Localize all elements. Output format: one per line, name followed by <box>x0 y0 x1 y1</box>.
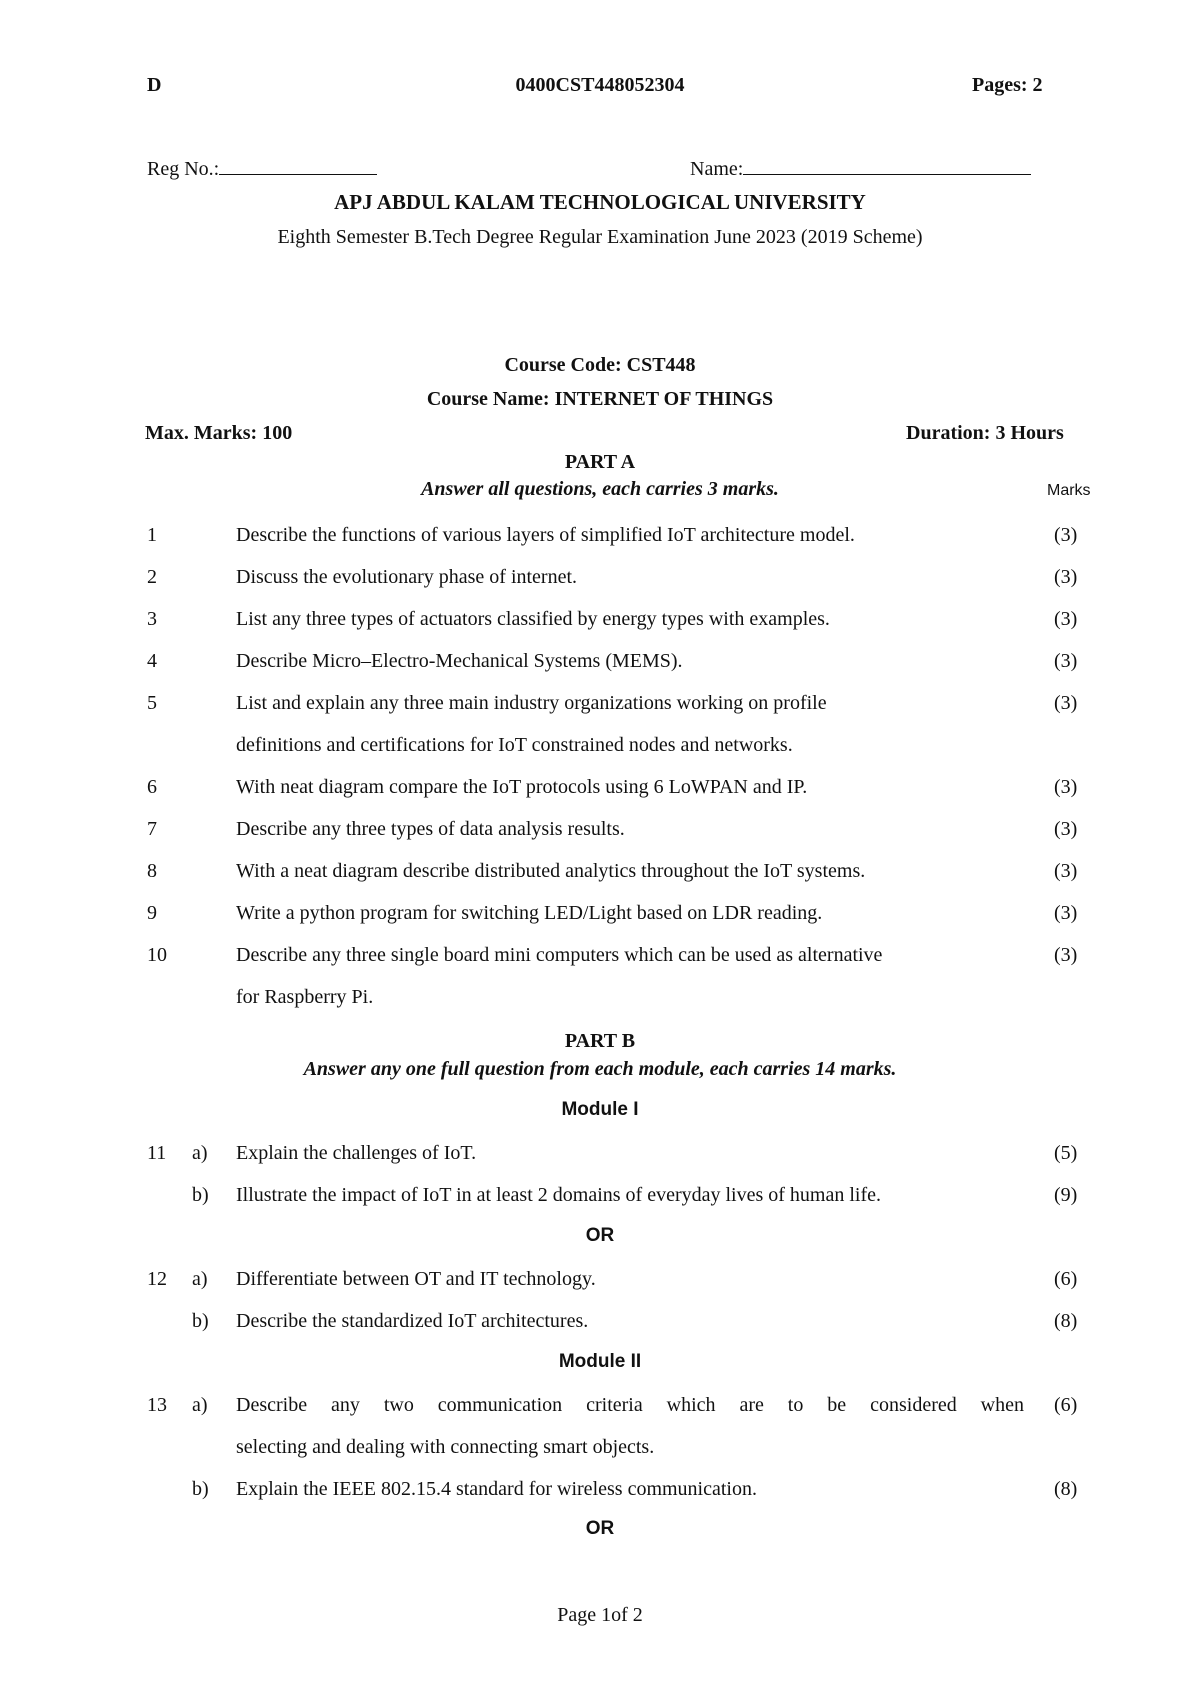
question-marks: (3) <box>1054 776 1078 798</box>
question-text-continued: for Raspberry Pi. <box>236 986 374 1008</box>
question-text: List any three types of actuators classified by energy types with examples. <box>236 608 830 630</box>
question-marks: (5) <box>1054 1142 1078 1164</box>
question-text: Describe the functions of various layers of simplified IoT architecture model. <box>236 524 855 546</box>
question-text: List and explain any three main industry organizations working on profile <box>236 692 827 714</box>
question-marks: (3) <box>1054 692 1078 714</box>
question-number: 10 <box>147 944 167 966</box>
exam-title: Eighth Semester B.Tech Degree Regular Examination June 2023 (2019 Scheme) <box>277 226 923 248</box>
question-number: 13 <box>147 1394 167 1416</box>
question-number: 2 <box>147 566 157 588</box>
question-number: 3 <box>147 608 157 630</box>
question-number: 5 <box>147 692 157 714</box>
or-divider: OR <box>585 1225 615 1246</box>
question-text: With a neat diagram describe distributed analytics throughout the IoT systems. <box>236 860 866 882</box>
question-marks: (6) <box>1054 1394 1078 1416</box>
part-a-title: PART A <box>564 451 636 473</box>
name-label: Name: <box>690 158 744 180</box>
subquestion-label: a) <box>192 1142 208 1164</box>
question-number: 8 <box>147 860 157 882</box>
question-marks: (6) <box>1054 1268 1078 1290</box>
question-marks: (9) <box>1054 1184 1078 1206</box>
question-text: Describe the standardized IoT architectures. <box>236 1310 589 1332</box>
paper-code: 0400CST448052304 <box>515 74 685 96</box>
part-b-title: PART B <box>564 1030 636 1052</box>
question-marks: (3) <box>1054 608 1078 630</box>
duration: Duration: 3 Hours <box>906 422 1064 444</box>
page-count: Pages: 2 <box>972 74 1043 96</box>
subquestion-label: b) <box>192 1478 209 1500</box>
question-marks: (8) <box>1054 1310 1078 1332</box>
module-2-heading: Module II <box>558 1351 642 1372</box>
question-text: Describe any two communication criteria which are to be considered when <box>236 1394 1024 1416</box>
question-marks: (3) <box>1054 860 1078 882</box>
part-a-instruction: Answer all questions, each carries 3 marks. <box>421 478 779 500</box>
question-marks: (8) <box>1054 1478 1078 1500</box>
subquestion-label: a) <box>192 1268 208 1290</box>
question-text: Describe any three single board mini computers which can be used as alternative <box>236 944 883 966</box>
question-number: 6 <box>147 776 157 798</box>
question-text: Differentiate between OT and IT technology. <box>236 1268 596 1290</box>
name-blank <box>743 154 1031 175</box>
university-title: APJ ABDUL KALAM TECHNOLOGICAL UNIVERSITY <box>334 190 866 214</box>
page-footer: Page 1of 2 <box>557 1604 643 1626</box>
max-marks: Max. Marks: 100 <box>145 422 293 444</box>
question-text: Illustrate the impact of IoT in at least 2 domains of everyday lives of human life. <box>236 1184 881 1206</box>
question-marks: (3) <box>1054 650 1078 672</box>
reg-no-label: Reg No.: <box>147 158 220 180</box>
question-number: 1 <box>147 524 157 546</box>
reg-no-field <box>147 154 377 181</box>
name-field <box>690 154 1031 181</box>
question-text-continued: selecting and dealing with connecting smart objects. <box>236 1436 655 1458</box>
question-text-continued: definitions and certifications for IoT constrained nodes and networks. <box>236 734 793 756</box>
question-number: 4 <box>147 650 157 672</box>
question-marks: (3) <box>1054 818 1078 840</box>
part-b-instruction: Answer any one full question from each module, each carries 14 marks. <box>303 1058 897 1080</box>
question-number: 12 <box>147 1268 167 1290</box>
course-name: Course Name: INTERNET OF THINGS <box>426 388 774 410</box>
marks-column-header: Marks <box>1047 482 1091 499</box>
or-divider: OR <box>585 1518 615 1539</box>
course-code: Course Code: CST448 <box>504 354 696 376</box>
question-marks: (3) <box>1054 902 1078 924</box>
question-text: With neat diagram compare the IoT protocols using 6 LoWPAN and IP. <box>236 776 808 798</box>
question-marks: (3) <box>1054 566 1078 588</box>
question-text: Describe Micro–Electro-Mechanical Systems (MEMS). <box>236 650 683 672</box>
question-text: Explain the challenges of IoT. <box>236 1142 477 1164</box>
subquestion-label: b) <box>192 1310 209 1332</box>
question-number: 11 <box>147 1142 167 1164</box>
question-marks: (3) <box>1054 524 1078 546</box>
question-text: Discuss the evolutionary phase of internet. <box>236 566 578 588</box>
question-number: 9 <box>147 902 157 924</box>
subquestion-label: a) <box>192 1394 208 1416</box>
question-text: Explain the IEEE 802.15.4 standard for wireless communication. <box>236 1478 757 1500</box>
question-text: Write a python program for switching LED/Light based on LDR reading. <box>236 902 823 924</box>
question-marks: (3) <box>1054 944 1078 966</box>
reg-no-blank <box>219 154 377 175</box>
subquestion-label: b) <box>192 1184 209 1206</box>
set-label: D <box>147 74 162 96</box>
question-text: Describe any three types of data analysis results. <box>236 818 625 840</box>
module-1-heading: Module I <box>561 1099 639 1120</box>
question-number: 7 <box>147 818 157 840</box>
